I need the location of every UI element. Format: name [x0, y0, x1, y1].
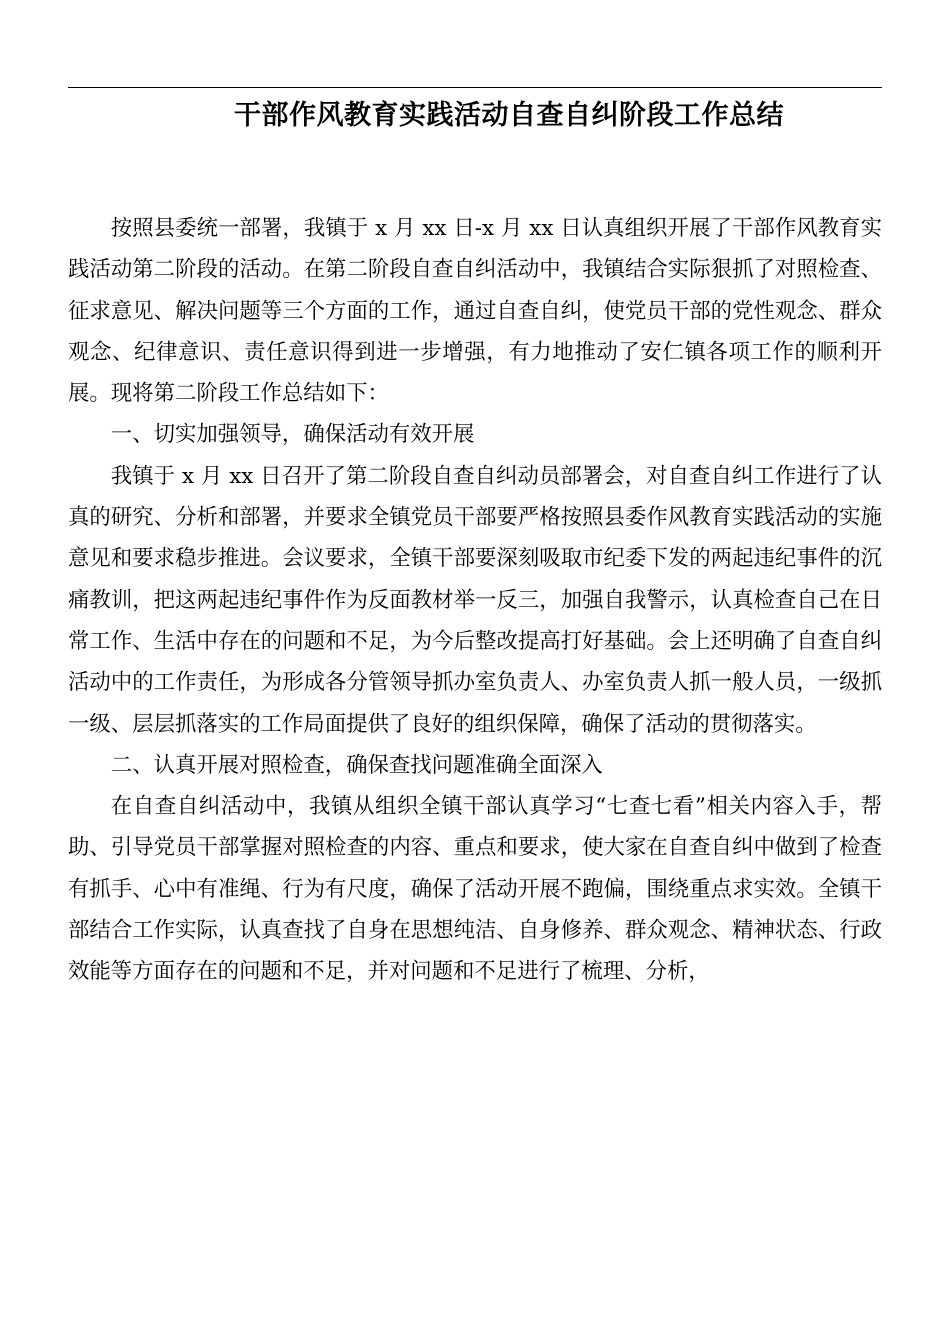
section-heading-1: 一、切实加强领导，确保活动有效开展 [110, 422, 475, 448]
paragraph-intro: 按照县委统一部署，我镇于 x 月 xx 日-x 月 xx 日认真组织开展了干部作风教育实践活动第二阶段的活动。在第二阶段自查自纠活动中，我镇结合实际狠抓了对照检查、征求意见、解决问题等三个方面的工作，通过自查自纠，使党员干部的党性观念、群众观念、纪律意识、责任意识得到进一步增强，有力地推动了安仁镇各项工作的顺利开展。现将第二阶段工作总结如下： [68, 216, 882, 407]
document-body [68, 208, 882, 993]
header-rule [68, 87, 882, 88]
section-heading-2: 二、认真开展对照检查，确保查找问题准确全面深入 [110, 752, 603, 778]
paragraph-section-2: 在自查自纠活动中，我镇从组织全镇干部认真学习“七查七看”相关内容入手，帮助、引导党员干部掌握对照检查的内容、重点和要求，使大家在自查自纠中做到了检查有抓手、心中有准绳、行为有尺度，确保了活动开展不跑偏，围绕重点求实效。全镇干部结合工作实际，认真查找了自身在思想纯洁、自身修养、群众观念、精神状态、行政效能等方面存在的问题和不足，并对问题和不足进行了梳理、分析， [68, 794, 882, 985]
paragraph-section-1: 我镇于 x 月 xx 日召开了第二阶段自查自纠动员部署会，对自查自纠工作进行了认真的研究、分析和部署，并要求全镇党员干部要严格按照县委作风教育实践活动的实施意见和要求稳步推进。会议要求，全镇干部要深刻吸取市纪委下发的两起违纪事件的沉痛教训，把这两起违纪事件作为反面教材举一反三，加强自我警示，认真检查自己在日常工作、生活中存在的问题和不足，为今后整改提高打好基础。会上还明确了自查自纠活动中的工作责任，为形成各分管领导抓办室负责人、办室负责人抓一般人员，一级抓一级、层层抓落实的工作局面提供了良好的组织保障，确保了活动的贯彻落实。 [68, 463, 882, 737]
document-title: 干部作风教育实践活动自查自纠阶段工作总结 [234, 100, 784, 131]
